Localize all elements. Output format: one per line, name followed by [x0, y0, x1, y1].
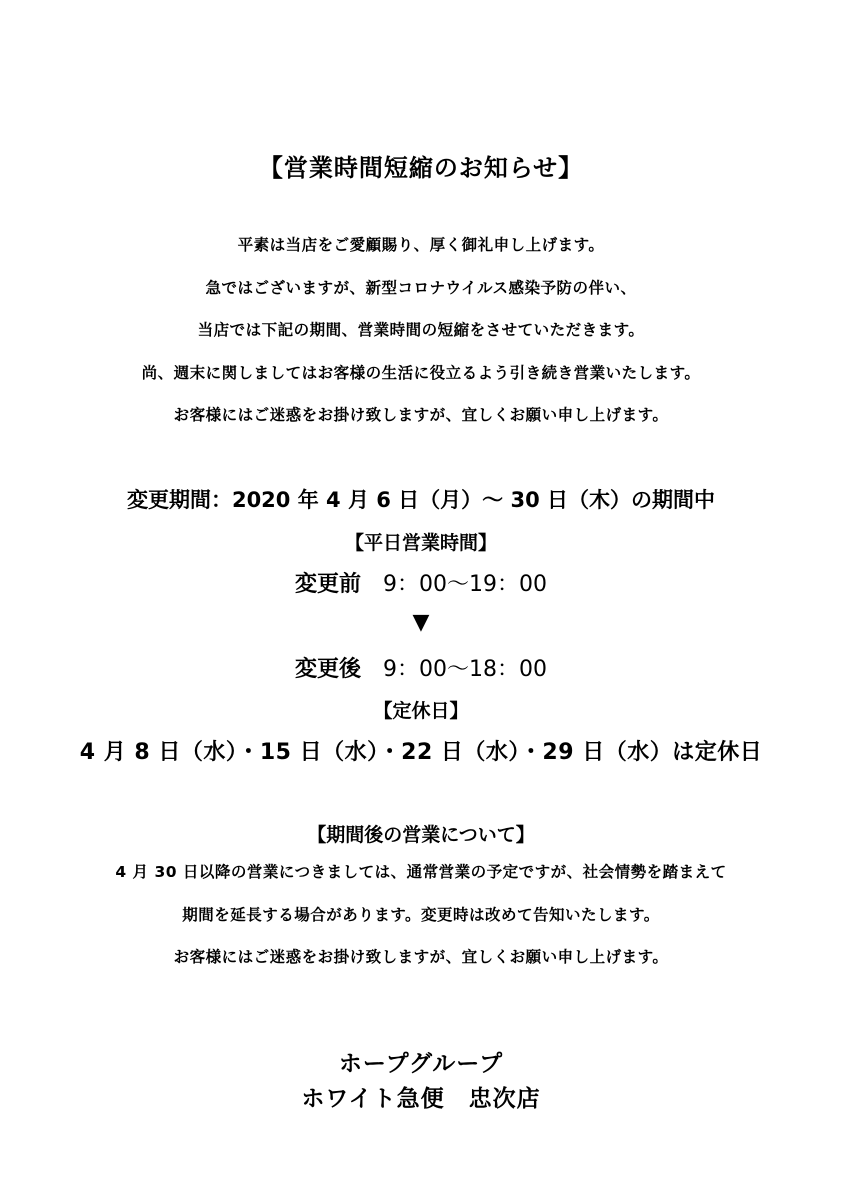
- hours-before-row: [0, 567, 842, 598]
- after-period-line-2: 期間を延長する場合があります。変更時は改めて告知いたします。: [182, 906, 660, 924]
- intro-line-5: お客様にはご迷惑をお掛け致しますが、宜しくお願い申し上げます。: [173, 406, 669, 424]
- weekday-hours-heading: 【平日営業時間】: [344, 532, 497, 554]
- holidays-text: 4 月 8 日（水）・15 日（水）・22 日（水）・29 日（水）は定休日: [79, 740, 763, 765]
- after-period-line-1: 4 月 30 日以降の営業につきましては、通常営業の予定ですが、社会情勢を踏まえて: [115, 863, 727, 881]
- intro-line-4: 尚、週末に関しましてはお客様の生活に役立るよう引き続き営業いたします。: [141, 364, 701, 382]
- notice-title: 【営業時間短縮のお知らせ】: [258, 154, 584, 182]
- signature-group: ホープグループ: [338, 1051, 504, 1077]
- holidays-heading: 【定休日】: [373, 700, 469, 722]
- intro-line-3: 当店では下記の期間、営業時間の短縮をさせていただきます。: [197, 321, 645, 339]
- hours-before-label: 変更前: [295, 572, 362, 597]
- signature-store: ホワイト急便 忠次店: [301, 1086, 541, 1112]
- after-period-heading: 【期間後の営業について】: [307, 824, 535, 846]
- hours-after-row: [0, 652, 842, 683]
- hours-before-time: 9：00～19：00: [383, 572, 547, 597]
- intro-line-1: 平素は当店をご愛顧賜り、厚く御礼申し上げます。: [237, 236, 605, 254]
- hours-after-label: 変更後: [295, 657, 362, 682]
- down-arrow-icon: ▼: [412, 610, 430, 635]
- after-period-line-3: お客様にはご迷惑をお掛け致しますが、宜しくお願い申し上げます。: [173, 948, 669, 966]
- change-period: 変更期間：2020 年 4 月 6 日（月）～ 30 日（木）の期間中: [126, 488, 716, 512]
- intro-line-2: 急ではございますが、新型コロナウイルス感染予防の伴い、: [205, 279, 637, 297]
- hours-after-time: 9：00～18：00: [383, 657, 547, 682]
